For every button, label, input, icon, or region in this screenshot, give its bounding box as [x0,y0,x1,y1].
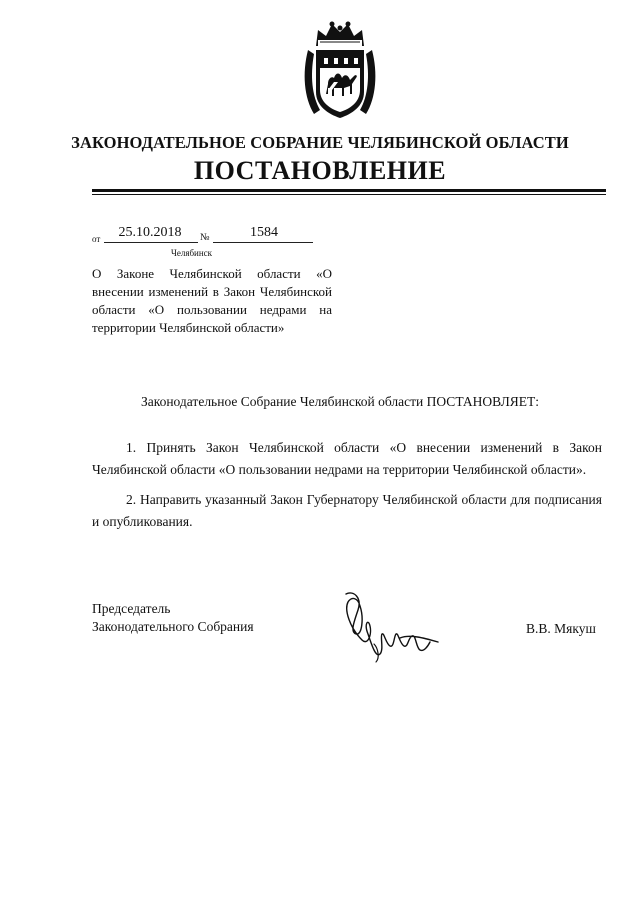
header-divider-thick [92,189,606,192]
resolves-statement: Законодательное Собрание Челябинской области ПОСТАНОВЛЯЕТ: [140,394,540,409]
document-type-heading: ПОСТАНОВЛЕНИЕ [193,156,447,185]
date-underline [104,242,198,243]
document-number: 1584 [250,225,278,240]
signatory-name: В.В. Мякуш [526,621,596,636]
document-date: 25.10.2018 [118,225,182,240]
city-label: Челябинск [171,248,213,258]
handwritten-signature [340,588,444,666]
signatory-role-line-2: Законодательного Собрания [92,619,254,634]
paragraph-2-text: 2. Направить указанный Закон Губернатору Челябинской области для подписания и опубликования. [92,492,602,529]
document-subject: О Законе Челябинской области «О внесении изменений в Закон Челябинской области «О пользовании недрами на территории Челябинской области» [92,266,332,335]
header-divider-thin [92,194,606,195]
coat-of-arms-icon [298,18,382,122]
resolution-paragraph-2 [92,489,602,533]
signatory-role [92,600,254,636]
organization-title: ЗАКОНОДАТЕЛЬНОЕ СОБРАНИЕ ЧЕЛЯБИНСКОЙ ОБЛАСТИ [71,133,569,152]
date-prefix-label: от [92,234,101,244]
paragraph-1-text: 1. Принять Закон Челябинской области «О внесении изменений в Закон Челябинской области «О пользовании недрами на территории Челябинской области». [92,440,602,477]
number-label: № [200,232,210,243]
number-underline [213,242,313,243]
resolution-paragraph-1 [92,437,602,481]
signatory-role-line-1: Председатель [92,601,171,616]
